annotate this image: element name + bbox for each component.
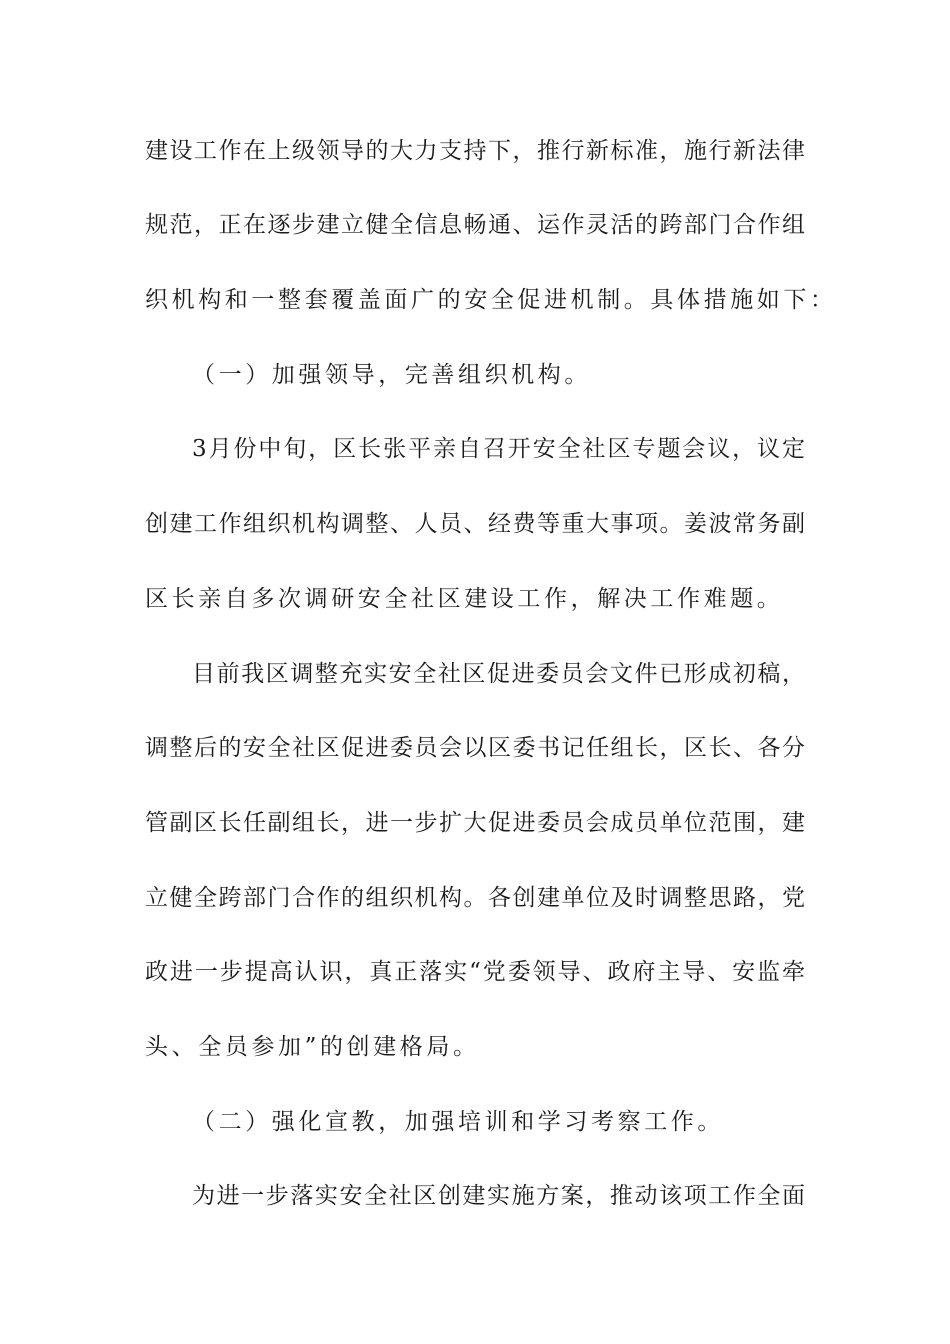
text-line-1: 建设工作在上级领导的大力支持下，推行新标准，施行新法律	[145, 138, 805, 164]
text-line-7: 区长亲自多次调研安全社区建设工作，解决工作难题。	[145, 586, 784, 612]
text-line-11: 立健全跨部门合作的组织机构。各创建单位及时调整思路，党	[145, 885, 805, 911]
text-line-2: 规范，正在逐步建立健全信息畅通、运作灵活的跨部门合作组	[145, 212, 805, 238]
text-line-12: 政进一步提高认识，真正落实“党委领导、政府主导、安监牵	[145, 959, 805, 985]
text-line-5: 3月份中旬，区长张平亲自召开安全社区专题会议，议定	[192, 436, 805, 462]
text-line-3: 织机构和一整套覆盖面广的安全促进机制。具体措施如下：	[145, 287, 837, 313]
text-line-13: 头、全员参加”的创建格局。	[145, 1034, 480, 1060]
text-line-8: 目前我区调整充实安全社区促进委员会文件已形成初稿，	[192, 661, 805, 687]
text-line-10: 管副区长任副组长，进一步扩大促进委员会成员单位范围，建	[145, 810, 805, 836]
section-heading-1: （一）加强领导，完善组织机构。	[192, 362, 591, 388]
text-line-9: 调整后的安全社区促进委员会以区委书记任组长，区长、各分	[145, 735, 805, 761]
text-line-6: 创建工作组织机构调整、人员、经费等重大事项。姜波常务副	[145, 511, 805, 537]
section-heading-2: （二）强化宣教，加强培训和学习考察工作。	[192, 1109, 724, 1135]
text-line-15: 为进一步落实安全社区创建实施方案，推动该项工作全面	[192, 1183, 805, 1209]
